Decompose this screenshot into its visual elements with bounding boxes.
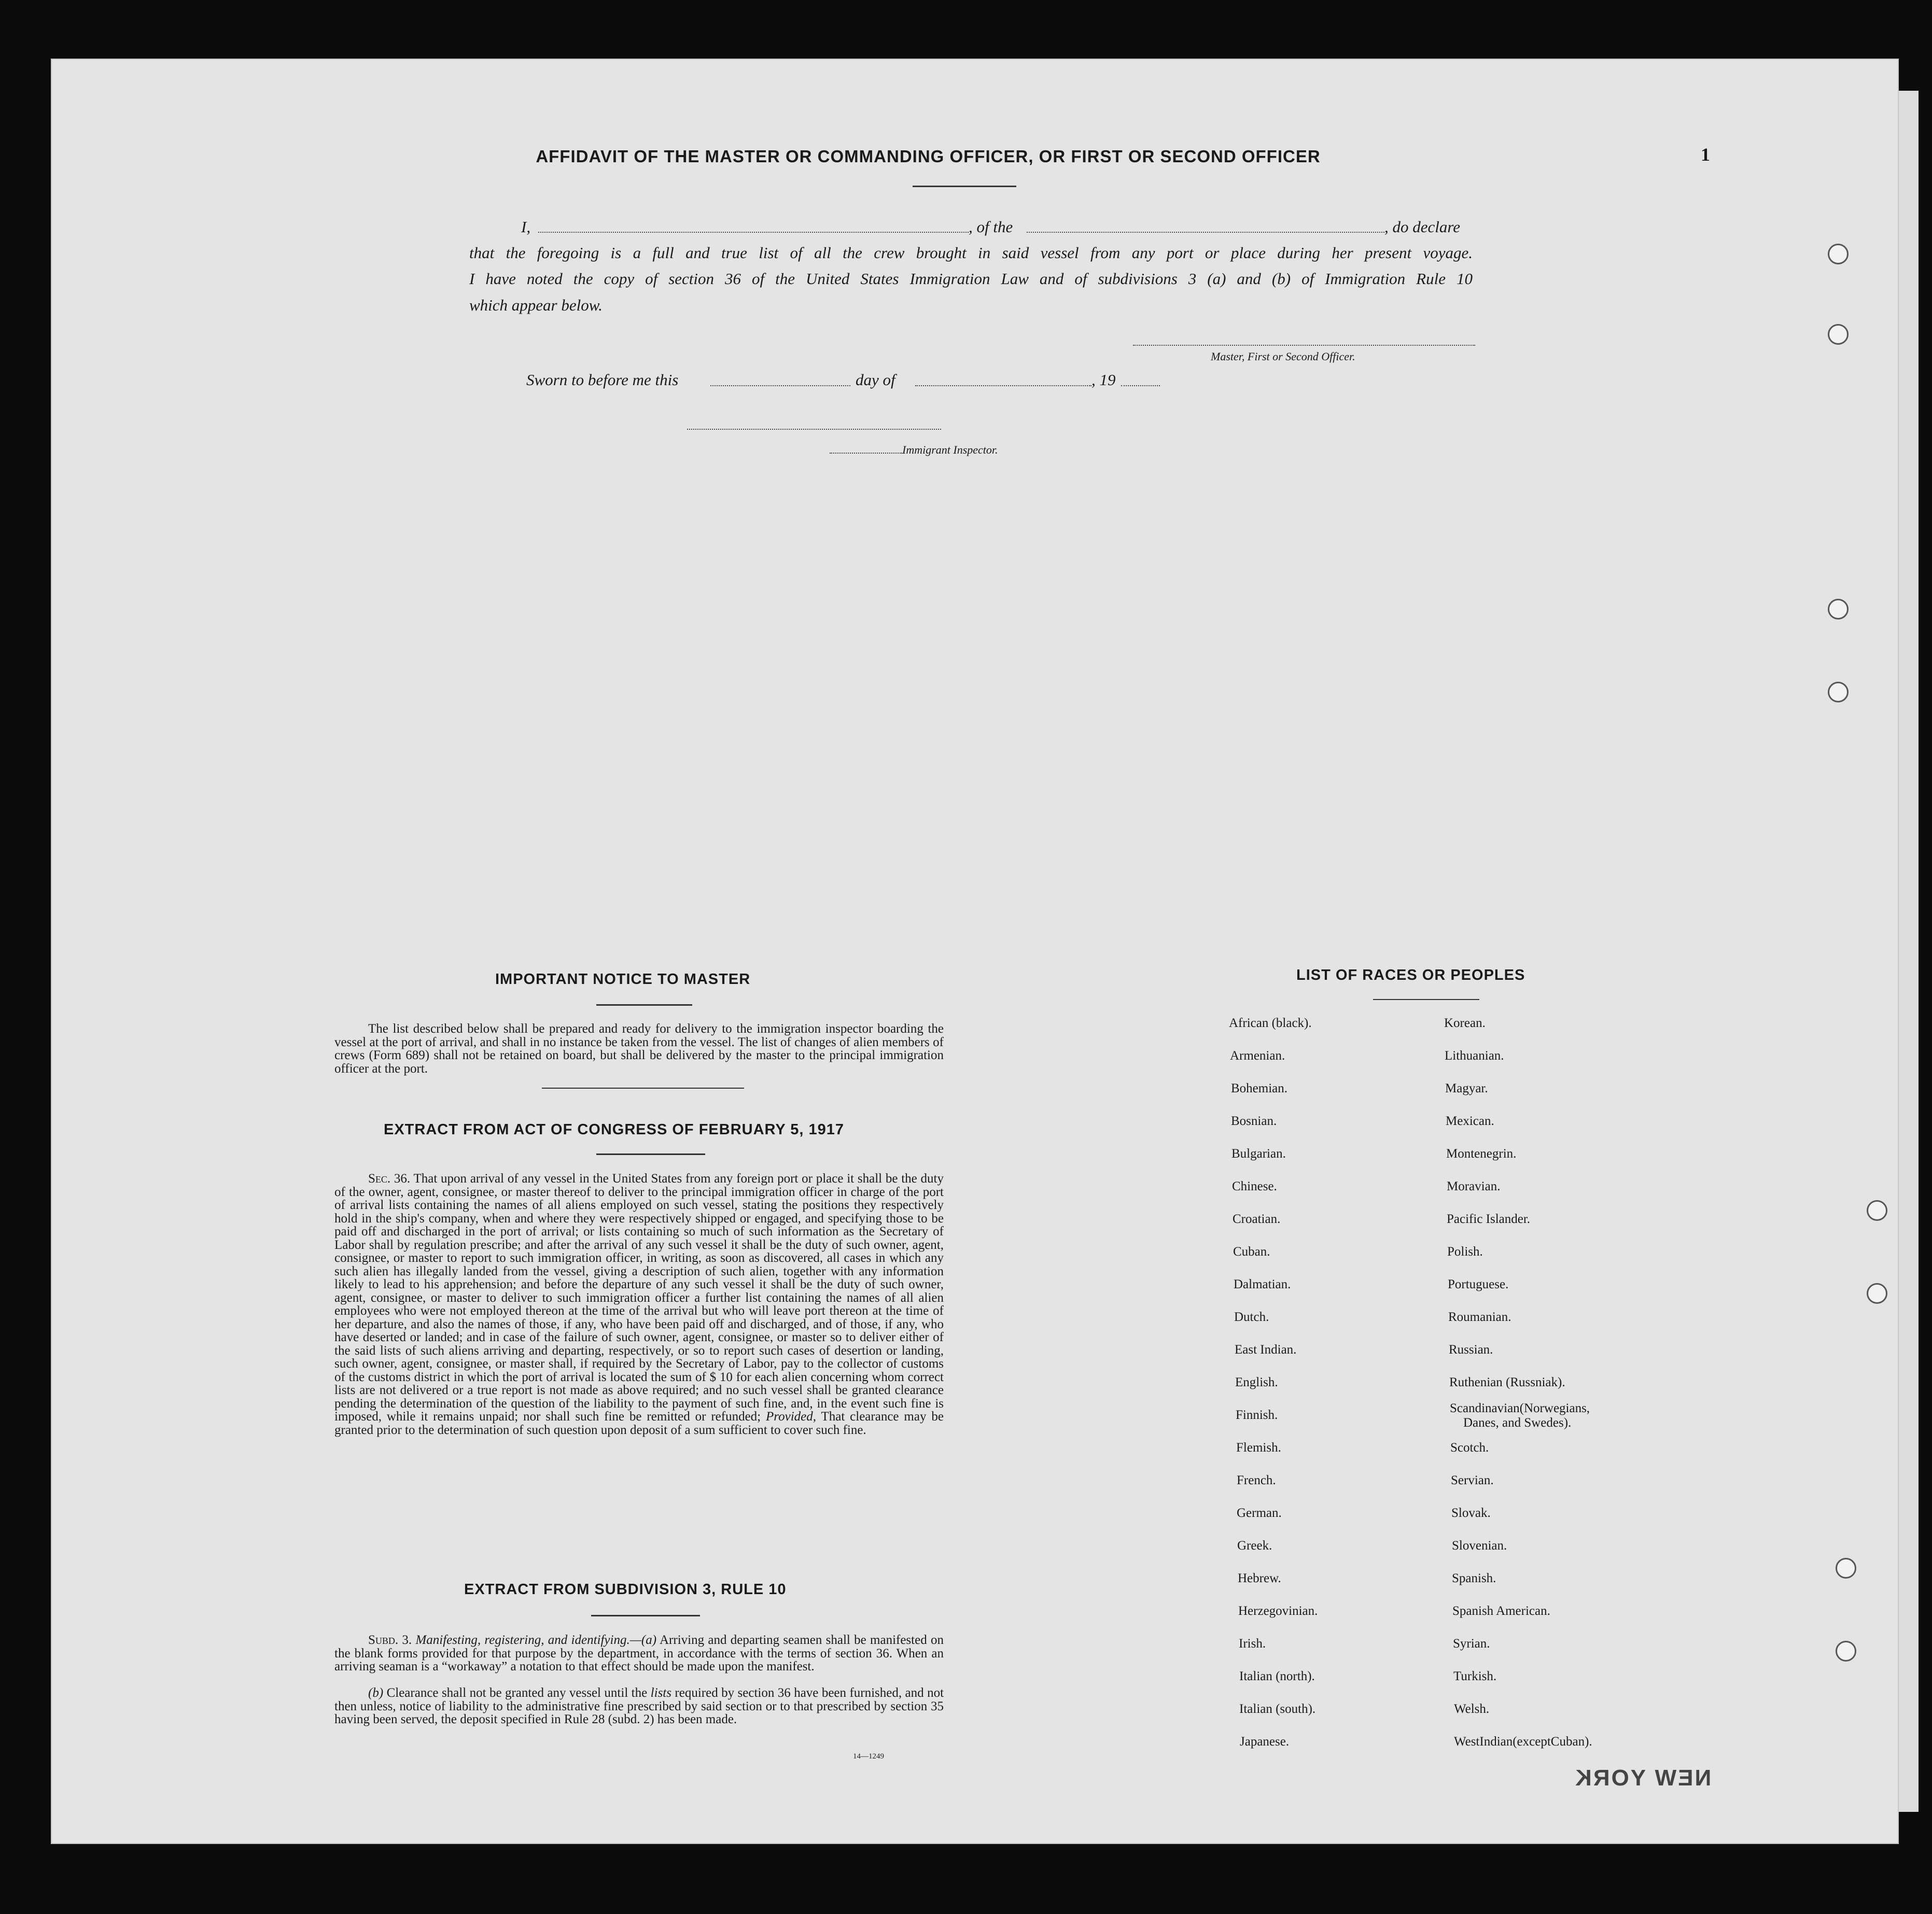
form-sheet [52,60,1898,1843]
notice-divider [542,1088,744,1089]
page-marker: 1 [1701,144,1710,165]
punch-hole [1867,1200,1887,1221]
rule-rule [591,1615,700,1616]
rule-para-b [334,1686,944,1726]
name-line [538,232,969,233]
race-item: Turkish. [1453,1669,1497,1683]
punch-hole [1867,1283,1887,1304]
race-item: Syrian. [1453,1637,1490,1651]
inspector-line [687,429,941,430]
race-item: Montenegrin. [1446,1147,1517,1161]
race-item: Irish. [1239,1637,1266,1651]
race-item: Bosnian. [1231,1114,1277,1128]
race-item: Cuban. [1233,1245,1270,1259]
race-item: Dutch. [1234,1310,1269,1324]
punch-hole [1836,1558,1856,1579]
act-rule [596,1153,705,1155]
rule-para-b-text-1: Clearance shall not be granted any vessel until the [386,1686,648,1700]
race-item: Finnish. [1236,1408,1278,1422]
race-item: Italian (north). [1239,1669,1315,1683]
declaration-line-4: which appear below. [469,296,603,314]
race-item: French. [1237,1473,1276,1487]
race-item: Servian. [1451,1473,1494,1487]
punch-hole [1836,1641,1856,1662]
race-item: Polish. [1447,1245,1483,1259]
race-item: Flemish. [1236,1441,1281,1455]
act-title: EXTRACT FROM ACT OF CONGRESS OF FEBRUARY 5, 1917 [384,1121,845,1138]
race-item: Dalmatian. [1234,1277,1291,1291]
race-item: WestIndian(exceptCuban). [1454,1735,1592,1749]
act-section-label: Sec. 36. [368,1172,411,1186]
vessel-line [1027,232,1384,233]
act-body [334,1172,944,1437]
sworn-year-line [1121,385,1160,386]
race-item: Spanish American. [1452,1604,1550,1618]
rule-para-b-text-2: required by section 36 have been furnished, and not then unless, notice of liability to the administrative fine prescribed by said section or to that prescribed by section 35 having been served, the deposit specified in Rule 28 (subd. 2) has been made. [334,1686,944,1726]
race-item: Bohemian. [1231,1081,1288,1095]
race-item: Pacific Islander. [1447,1212,1531,1226]
race-item: Chinese. [1232,1179,1277,1193]
sworn-prefix: Sworn to before me this [526,371,679,389]
declaration-line-3: I have noted the copy of section 36 of the United States Immigration Law and of subdivisions 3 (a) and (b) of Immigration Rule 10 [469,270,1473,288]
race-item: Russian. [1449,1343,1493,1357]
races-title: LIST OF RACES OR PEOPLES [1296,967,1525,983]
race-item: Croatian. [1233,1212,1281,1226]
race-item: Bulgarian. [1231,1147,1286,1161]
form-number: 14—1249 [853,1752,884,1761]
race-item: Welsh. [1454,1702,1490,1716]
sworn-day-line [710,385,850,386]
punch-hole [1828,682,1849,702]
race-item: Italian (south). [1239,1702,1316,1716]
notice-body: The list described below shall be prepared and ready for delivery to the immigration inspector boarding the vessel at the port of arrival, and shall in no instance be taken from the vessel. The list of changes of alien members of crews (Form 689) shall not be retained on board, but shall be delivered by the master to the principal immigration officer at the port. [334,1022,944,1076]
race-item: Greek. [1237,1539,1272,1553]
race-item: Scandinavian(Norwegians, [1450,1401,1590,1415]
inspector-lead-line [830,453,902,454]
race-item: Moravian. [1447,1179,1501,1193]
rule-para-a [334,1634,944,1673]
rule-para-a-text: Arriving and departing seamen shall be manifested on the blank forms provided for that purpose by the department, in accordance with the terms of section 36. When an arriving seaman is a “workaway” a notation to that effect should be made upon the manifest. [334,1633,944,1673]
race-item: Scotch. [1450,1441,1489,1455]
punch-hole [1828,599,1849,620]
rule-title: EXTRACT FROM SUBDIVISION 3, RULE 10 [464,1581,787,1598]
act-body-main: That upon arrival of any vessel in the United States from any foreign port or place it shall be the duty of the owner, agent, consignee, or master thereof to deliver to the principal immigration officer in charge of the port of arrival lists containing the names of all aliens employed on such vessel, stating the positions they respectively hold in the ship's company, when and where they were respectively shipped or engaged, and specifying those to be paid off and discharged in the port of arrival; or lists containing so much of such information as the Secretary of Labor shall by regulation prescribe; and after the arrival of any such vessel it shall be the duty of such owner, agent, consignee, or master to report to such immigration officer, in writing, as soon as discovered, all cases in which any such alien has illegally landed from the vessel, giving a description of such alien, together with any information likely to lead to his apprehension; and before the departure of any such vessel it shall be the duty of such owner, agent, consignee, or master to deliver to such immigration officer a further list containing the names of all alien employees who were not employed thereon at the time of the arrival but who will leave port thereon at the time of her departure, and also the names of those, if any, who have been paid off and discharged, and of those, if any, who have deserted or landed; and in case of the failure of such owner, agent, consignee, or master so to deliver either of the said lists of such aliens arriving and departing, respectively, or so to report such cases of desertion or landing, such owner, agent, consignee, or master shall, if required by the Secretary of Labor, pay to the collector of customs of the customs district in which the port of arrival is located the sum of $ 10 for each alien concerning whom correct lists are not delivered or a true report is not made as above required; and no such vessel shall be granted clearance pending the determination of the question of the liability to the payment of such fine, and, in the event such fine is imposed, while it remains unpaid; nor shall such fine be remitted or refunded; [334,1172,944,1424]
races-rule [1373,999,1479,1000]
race-item: Herzegovinian. [1238,1604,1318,1618]
rule-para-b-label: (b) [368,1686,384,1700]
act-provided: Provided, [766,1410,816,1424]
race-item: Lithuanian. [1445,1049,1504,1063]
act-body-tail: That clearance may be granted prior to the determination of such question upon deposit of a sum sufficient to cover such fine. [334,1410,944,1437]
inspector-caption: Immigrant Inspector. [902,443,998,456]
race-item: African (black). [1229,1016,1312,1030]
title-rule [913,186,1016,187]
sworn-year: , 19 [1091,371,1116,389]
signature-caption: Master, First or Second Officer. [1211,350,1355,363]
sworn-month-line [915,385,1091,386]
race-item: Magyar. [1445,1081,1488,1095]
race-item: Hebrew. [1238,1571,1281,1585]
punch-hole [1828,324,1849,345]
notice-title: IMPORTANT NOTICE TO MASTER [495,971,751,988]
race-item: Spanish. [1452,1571,1496,1585]
race-item: Korean. [1444,1016,1486,1030]
race-item: Slovak. [1451,1506,1491,1520]
declaration-line-2: that the foregoing is a full and true list of all the crew brought in said vessel from any port or place during her present voyage. [469,244,1473,262]
race-item: Ruthenian (Russniak). [1449,1375,1565,1389]
stamp-bleedthrough: NEW YORK [1574,1765,1712,1791]
race-item: Japanese. [1240,1735,1290,1749]
race-item: Mexican. [1446,1114,1494,1128]
race-item: Roumanian. [1448,1310,1511,1324]
race-item: East Indian. [1235,1343,1297,1357]
rule-subd-label: Subd. 3. [368,1633,412,1647]
race-item: German. [1237,1506,1282,1520]
rule-subd-title: Manifesting, registering, and identifying.—(a) [415,1633,657,1647]
race-item: Slovenian. [1452,1539,1507,1553]
race-item: English. [1235,1375,1278,1389]
signature-line [1133,345,1475,346]
declaration-i: I, [521,218,531,236]
declaration-end: , do declare [1384,218,1461,236]
race-item: Danes, and Swedes). [1463,1416,1572,1430]
affidavit-title: AFFIDAVIT OF THE MASTER OR COMMANDING OFFICER, OR FIRST OR SECOND OFFICER [536,147,1321,166]
punch-hole [1828,244,1849,264]
race-item: Armenian. [1230,1049,1285,1063]
rule-para-b-lists: lists [650,1686,671,1700]
declaration-of-the: , of the [969,218,1013,236]
notice-rule [596,1004,692,1006]
sworn-day-of: day of [856,371,895,389]
race-item: Portuguese. [1448,1277,1509,1291]
